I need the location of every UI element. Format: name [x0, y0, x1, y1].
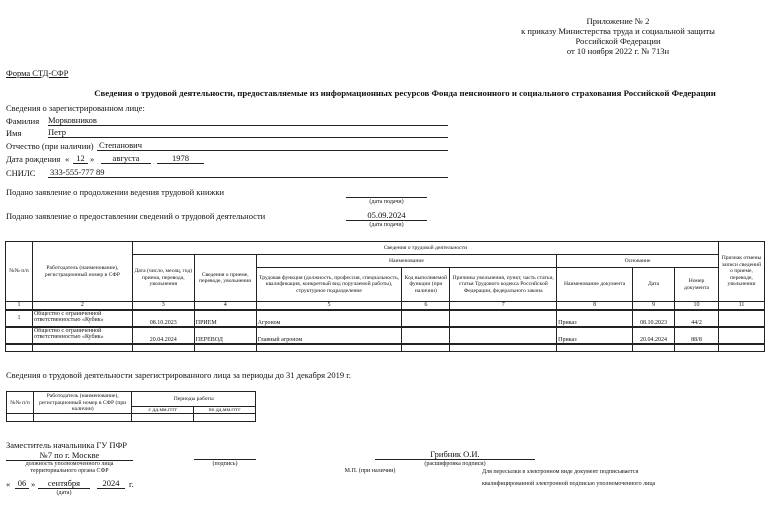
- header-event: Сведения о приеме, переводе, увольнении: [194, 255, 256, 302]
- provide-info-label: Подано заявление о предоставлении сведений о трудовой деятельности: [6, 211, 266, 221]
- note-line2: квалифицированной электронной подписью уполномоченного лица: [482, 481, 656, 487]
- pre2020-title: Сведения о трудовой деятельности зарегистрированного лица за периоды до 31 декабря 2019 г.: [6, 370, 351, 380]
- col-number: 10: [675, 302, 719, 311]
- provide-info-date-caption: (дата подачи): [369, 222, 404, 228]
- sign-year-suffix: г.: [129, 479, 134, 489]
- col-number: 2: [32, 302, 132, 311]
- appendix-header: [518, 16, 718, 56]
- row-doc-num: 44/2: [675, 310, 719, 327]
- sign-year-field: [97, 478, 125, 489]
- header-cancel: Признак отмены записи сведений о приеме, переводе, увольнении: [718, 242, 764, 302]
- row-doc-date: 08.10.2023: [633, 310, 675, 327]
- pre2020-header-periods: Периоды работы: [132, 392, 256, 407]
- col-number: 6: [402, 302, 450, 311]
- work-activity-table: [5, 241, 765, 352]
- snils-field: [48, 167, 448, 178]
- row-doc-num: 88/8: [675, 327, 719, 344]
- date-quote-close: »: [31, 479, 36, 489]
- person-section-label: Сведения о зарегистрированном лице:: [6, 103, 145, 113]
- patronymic-field: [97, 140, 448, 151]
- name-field: [48, 127, 448, 138]
- appendix-line1: Приложение № 2: [586, 16, 650, 26]
- col-number: 7: [450, 302, 557, 311]
- decode-name: Грибник О.И.: [430, 449, 480, 459]
- position-line1: Заместитель начальника ГУ ПФР: [6, 440, 128, 450]
- signer-position: [6, 440, 133, 461]
- row-employer: Общество с ограниченной ответственностью «Кубик»: [32, 310, 132, 327]
- row-employer: Общество с ограниченной ответственностью «Кубик»: [32, 327, 132, 344]
- decode-caption: (расшифровка подписи): [424, 461, 486, 467]
- birth-quote-open: «: [65, 154, 70, 164]
- row-doc-name: Приказ: [557, 327, 633, 344]
- surname-label: Фамилия: [6, 116, 40, 126]
- row-cancel: [718, 327, 764, 344]
- provide-info-date: 05.09.2024: [367, 210, 406, 220]
- continue-book-label: Подано заявление о продолжении ведения трудовой книжки: [6, 187, 225, 197]
- birth-year-field: [157, 153, 204, 164]
- pre2020-header-employer: Работодатель (наименование), регистрационный номер в СФР (при наличии): [33, 392, 132, 414]
- header-naming: Наименование: [256, 255, 557, 268]
- pre2020-header-to: по дд.мм.гггг: [194, 407, 256, 414]
- row-function: Главный агроном: [256, 327, 402, 344]
- row-doc-name: Приказ: [557, 310, 633, 327]
- row-doc-date: 20.04.2024: [633, 327, 675, 344]
- row-reason: [450, 327, 557, 344]
- sign-day-field: [15, 478, 29, 489]
- row-reason: [450, 310, 557, 327]
- column-number-row: [6, 302, 765, 311]
- patronymic-label: Отчество (при наличии): [6, 141, 94, 151]
- header-doc-num: Номер документа: [675, 268, 719, 302]
- snils-label: СНИЛС: [6, 168, 36, 178]
- row-event: ПРИЕМ: [194, 310, 256, 327]
- sign-month-field: [38, 478, 90, 489]
- decode-name-field: [375, 449, 535, 460]
- appendix-line3: Российской Федерации: [575, 36, 661, 46]
- col-number: 4: [194, 302, 256, 311]
- pre2020-table: [6, 391, 256, 422]
- header-work-info: Сведения о трудовой деятельности: [132, 242, 718, 255]
- birth-day-field: [73, 153, 88, 164]
- row-num: 1: [6, 310, 33, 327]
- sign-day: 06: [17, 478, 27, 488]
- header-num: №№ п/п: [6, 242, 33, 302]
- table-row: [6, 327, 765, 344]
- table-row-empty: [6, 344, 765, 351]
- row-code: [402, 327, 450, 344]
- pre2020-header-from: с дд.мм.гггг: [132, 407, 194, 414]
- note-line1: Для пересылки в электронном виде документ подписывается: [482, 469, 639, 475]
- birth-day-value: 12: [76, 153, 85, 163]
- stamp-caption: М.П. (при наличии): [344, 468, 396, 474]
- header-function: Трудовая функция (должность, профессия, специальность, квалификация, конкретный вид поручаемой работы), структурное подразделение: [256, 268, 402, 302]
- continue-book-date-caption: (дата подачи): [369, 199, 404, 205]
- birth-quote-close: »: [90, 154, 95, 164]
- col-number: 1: [6, 302, 33, 311]
- birth-label: Дата рождения: [6, 154, 61, 164]
- signature-line: [194, 459, 256, 460]
- surname-value: Морковников: [48, 115, 97, 125]
- row-cancel: [718, 310, 764, 327]
- name-label: Имя: [6, 128, 22, 138]
- appendix-line2: к приказу Министерства труда и социальной защиты: [521, 26, 715, 36]
- col-number: 11: [718, 302, 764, 311]
- header-reason: Причины увольнения, пункт, часть статьи, статья Трудового кодекса Российской Федерации, федерального закона: [450, 268, 557, 302]
- birth-month-field: [101, 153, 151, 164]
- signature-caption: (подпись): [212, 461, 238, 467]
- col-number: 3: [132, 302, 194, 311]
- position-caption1: должность уполномоченного лица: [25, 461, 114, 467]
- header-date: Дата (число, месяц, год) приема, перевода, увольнения: [132, 255, 194, 302]
- header-employer: Работодатель (наименование), регистрационный номер в СФР: [32, 242, 132, 302]
- document-title: Сведения о трудовой деятельности, предоставляемые из информационных ресурсов Фонда пенсионного и социального страхования Российской Федерации: [94, 88, 716, 98]
- row-num: [6, 327, 33, 344]
- surname-field: [48, 115, 448, 126]
- header-doc-date: Дата: [633, 268, 675, 302]
- header-code: Код выполняемой функции (при наличии): [402, 268, 450, 302]
- header-doc-name: Наименование документа: [557, 268, 633, 302]
- position-caption2: территориального органа СФР: [30, 468, 109, 474]
- name-value: Петр: [48, 127, 66, 137]
- appendix-line4: от 10 ноября 2022 г. № 713н: [566, 46, 670, 56]
- sign-date-caption: (дата): [56, 490, 72, 496]
- col-number: 8: [557, 302, 633, 311]
- form-name: Форма СТД-СФР: [6, 68, 69, 78]
- provide-info-date-field: [346, 210, 427, 221]
- row-function: Агроном: [256, 310, 402, 327]
- patronymic-value: Степанович: [99, 140, 143, 150]
- birth-month-value: августа: [112, 153, 140, 163]
- pre2020-header-num: №№ п/п: [7, 392, 34, 414]
- row-date: 08.10.2023: [132, 310, 194, 327]
- row-date: 20.04.2024: [132, 327, 194, 344]
- row-event: ПЕРЕВОД: [194, 327, 256, 344]
- row-code: [402, 310, 450, 327]
- table-row: [6, 310, 765, 327]
- sign-month: сентября: [47, 478, 81, 488]
- sign-year: 2024: [102, 478, 120, 488]
- col-number: 9: [633, 302, 675, 311]
- table-row-empty: [7, 414, 256, 422]
- header-basis: Основание: [557, 255, 719, 268]
- continue-book-date-field: [346, 187, 427, 198]
- birth-year-value: 1978: [172, 153, 189, 163]
- date-quote-open: «: [6, 479, 11, 489]
- snils-value: 333-555-777 89: [50, 167, 105, 177]
- position-line2: №7 по г. Москве: [39, 450, 100, 460]
- col-number: 5: [256, 302, 402, 311]
- position-caption: [6, 461, 133, 475]
